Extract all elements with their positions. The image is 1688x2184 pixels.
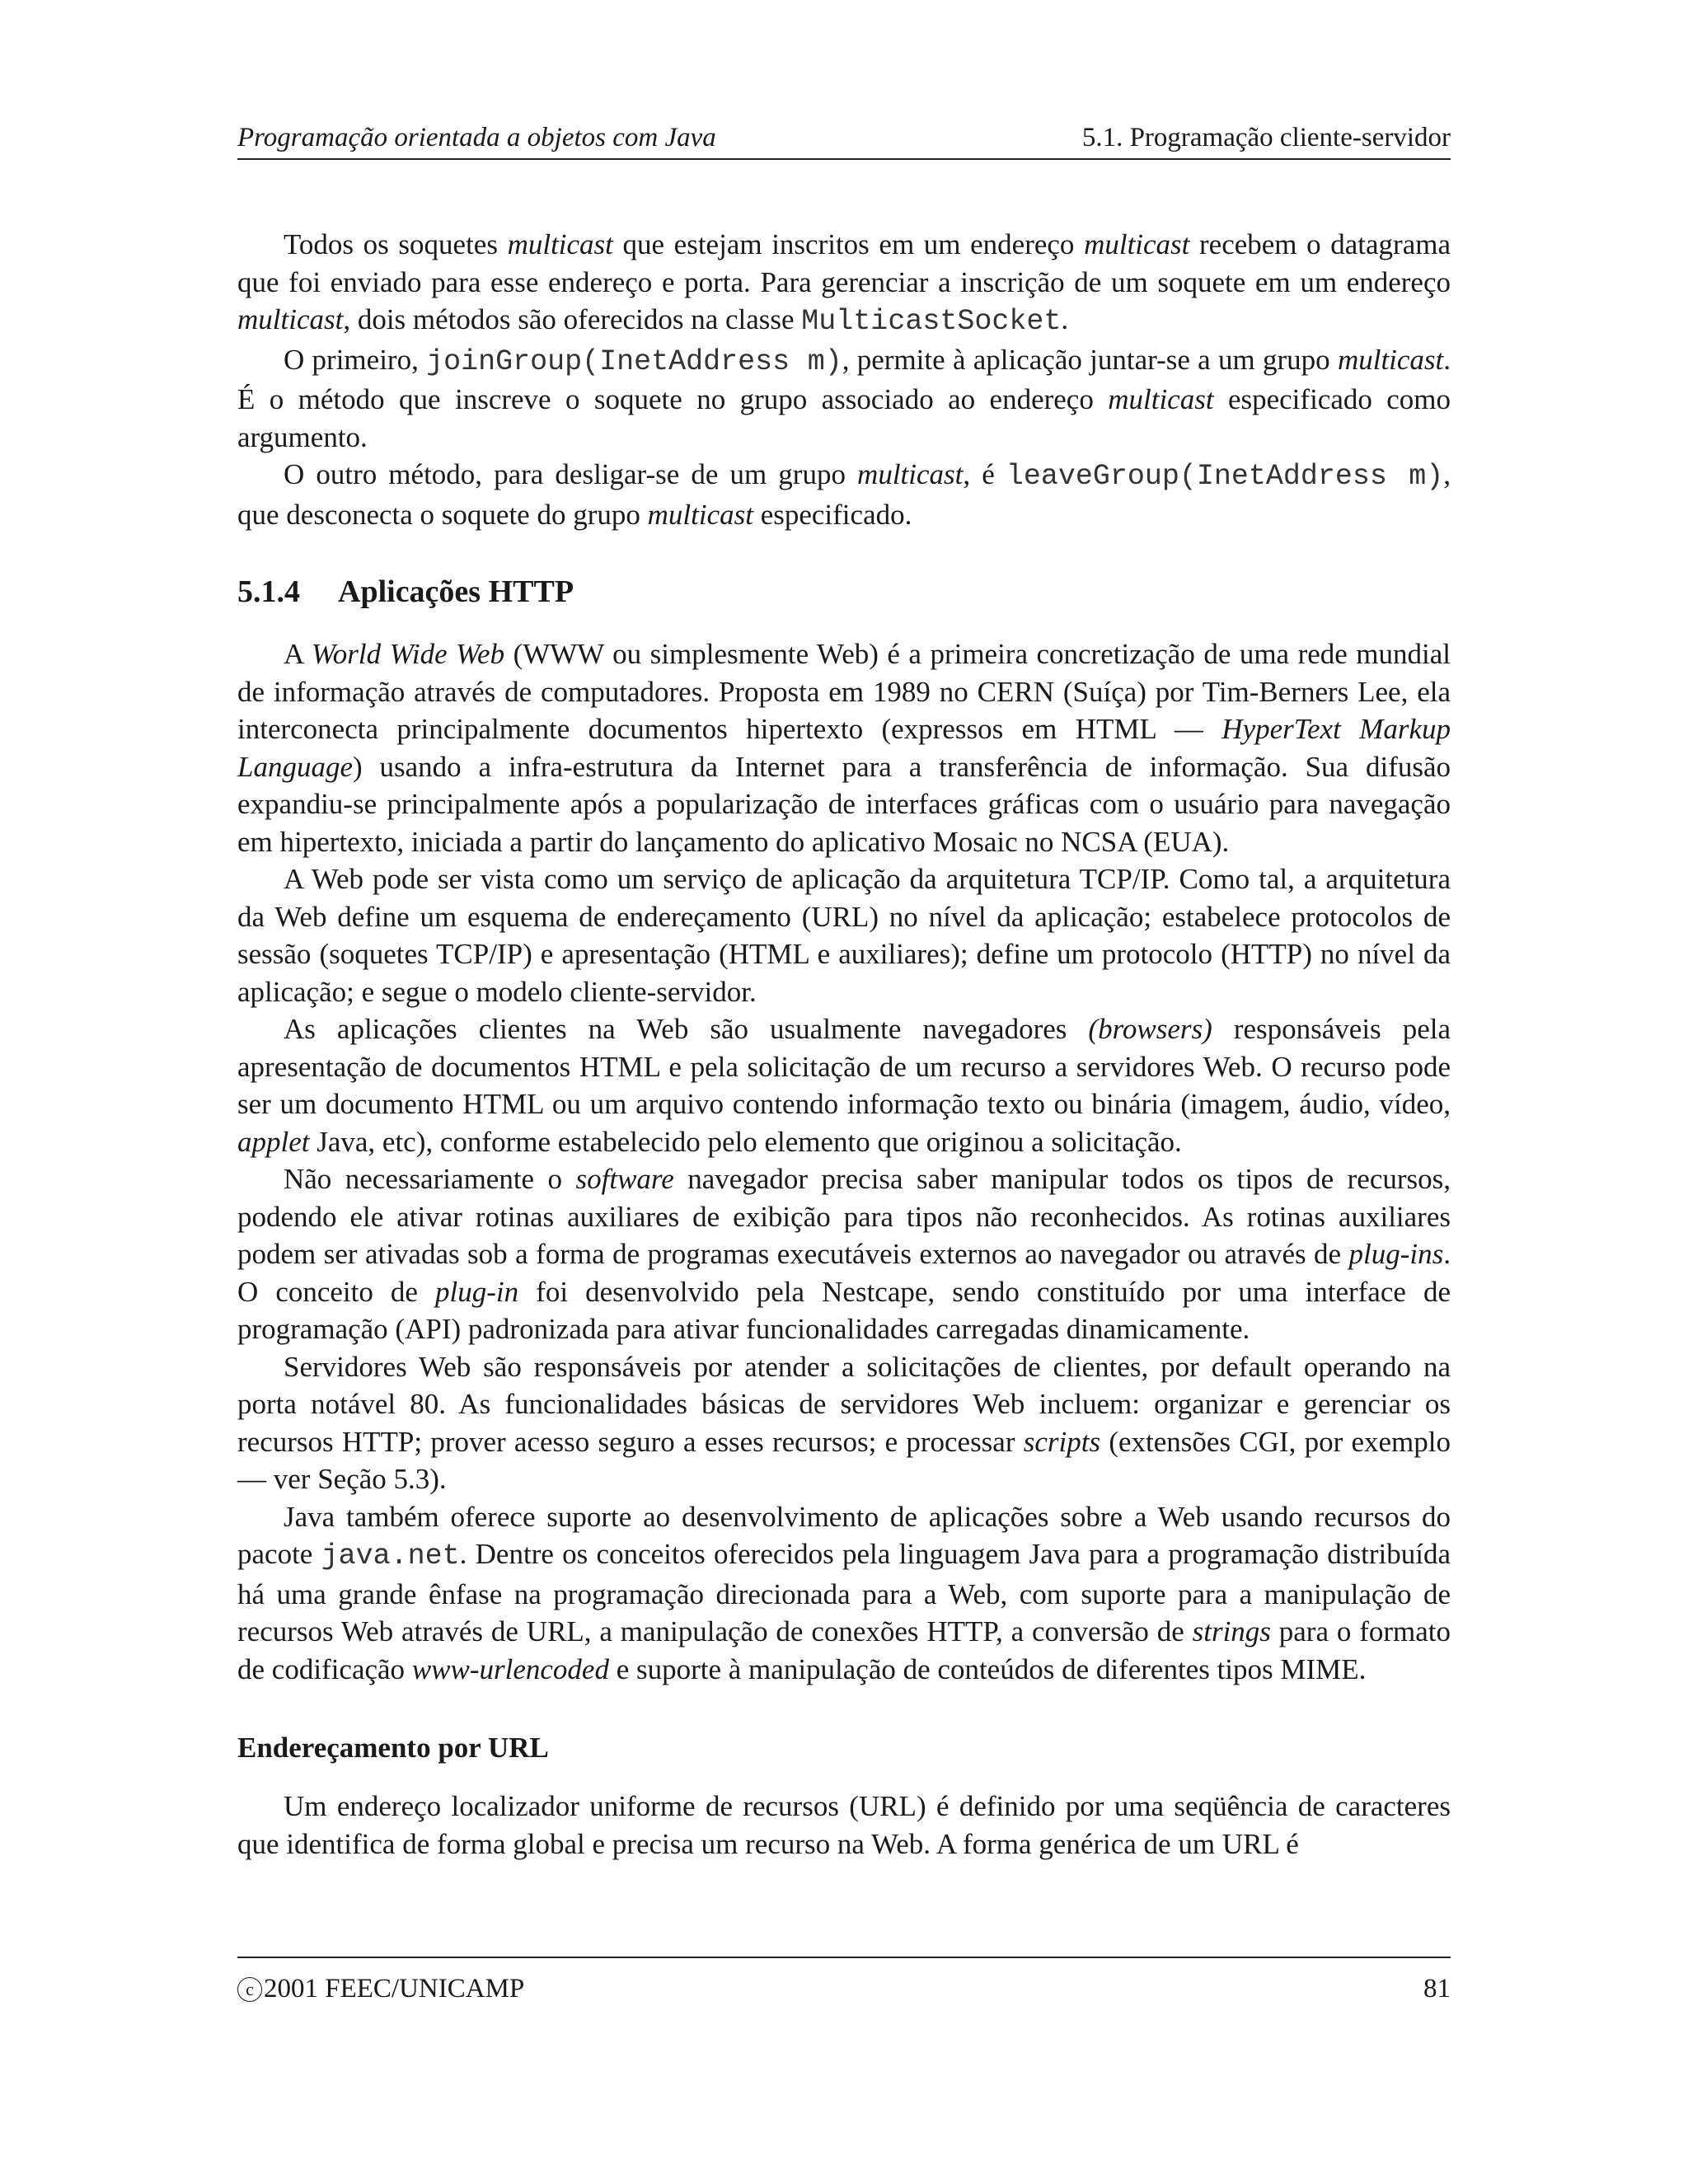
header-section-title: 5.1. Programação cliente-servidor bbox=[1081, 123, 1451, 152]
code-joingroup: joinGroup(InetAddress m) bbox=[426, 344, 842, 378]
running-header bbox=[237, 120, 1451, 155]
section-title: Aplicações HTTP bbox=[338, 574, 574, 609]
header-rule bbox=[237, 158, 1451, 160]
paragraph-leavegroup: O outro método, para desligar-se de um grupo multicast, é leaveGroup(InetAddress m), que desconecta o soquete do grupo multicast especificado. bbox=[237, 458, 1451, 531]
paragraph-multicast-subscription: Todos os soquetes multicast que estejam inscritos em um endereço multicast recebem o datagrama que foi enviado para esse endereço e porta. Para gerenciar a inscrição de um soquete em um endereço multicast, dois métodos são oferecidos na classe MulticastSocket. bbox=[237, 228, 1451, 338]
paragraph-plugins: Não necessariamente o software navegador precisa saber manipular todos os tipos de recursos, podendo ele ativar rotinas auxiliares de exibição para tipos não reconhecidos. As rotinas auxiliares podem ser ativadas sob a forma de programas executáveis externos ao navegador ou através de plug-ins. O conceito de plug-in foi desenvolvido pela Nestcape, sendo constituído por uma interface de programação (API) padronizada para ativar funcionalidades carregadas dinamicamente. bbox=[237, 1163, 1451, 1345]
section-heading-http bbox=[237, 573, 1451, 611]
subsection-heading-url: Endereçamento por URL bbox=[237, 1732, 549, 1764]
paragraph-web-architecture: A Web pode ser vista como um serviço de aplicação da arquitetura TCP/IP. Como tal, a arquitetura da Web define um esquema de endereçamento (URL) no nível da aplicação; estabelece protocolos de sessão (soquetes TCP/IP) e apresentação (HTML e auxiliares); define um protocolo (HTTP) no nível da aplicação; e segue o modelo cliente-servidor. bbox=[237, 863, 1451, 1008]
section-number: 5.1.4 bbox=[237, 574, 300, 609]
paragraph-joingroup: O primeiro, joinGroup(InetAddress m), permite à aplicação juntar-se a um grupo multicast. É o método que inscreve o soquete no grupo associado ao endereço multicast especificado como argumento. bbox=[237, 343, 1451, 453]
footer-copyright-text: 2001 FEEC/UNICAMP bbox=[264, 1974, 525, 2004]
footer-rule bbox=[237, 1957, 1451, 1958]
body-text bbox=[237, 226, 1451, 1863]
code-leavegroup: leaveGroup(InetAddress m) bbox=[1006, 460, 1444, 493]
header-book-title: Programação orientada a objetos com Java bbox=[237, 123, 716, 152]
copyright-icon: c bbox=[237, 1977, 262, 2002]
paragraph-url-definition: Um endereço localizador uniforme de recursos (URL) é definido por uma seqüência de caracteres que identifica de forma global e precisa um recurso na Web. A forma genérica de um URL é bbox=[237, 1790, 1451, 1860]
paragraph-web-servers: Servidores Web são responsáveis por atender a solicitações de clientes, por default operando na porta notável 80. As funcionalidades básicas de servidores Web incluem: organizar e gerenciar os recursos HTTP; prover acesso seguro a esses recursos; e processar scripts (extensões CGI, por exemplo — ver Seção 5.3). bbox=[237, 1350, 1451, 1495]
paragraph-www-intro: A World Wide Web (WWW ou simplesmente Web) é a primeira concretização de uma rede mundial de informação através de computadores. Proposta em 1989 no CERN (Suíça) por Tim-Berners Lee, ela interconecta principalmente documentos hipertexto (expressos em HTML — HyperText Markup Language) usando a infra-estrutura da Internet para a transferência de informação. Sua difusão expandiu-se principalmente após a popularização de interfaces gráficas com o usuário para navegação em hipertexto, iniciada a partir do lançamento do aplicativo Mosaic no NCSA (EUA). bbox=[237, 638, 1451, 858]
page-number: 81 bbox=[1423, 1974, 1451, 2004]
page bbox=[237, 0, 1451, 2184]
paragraph-java-net: Java também oferece suporte ao desenvolvimento de aplicações sobre a Web usando recursos do pacote java.net. Dentre os conceitos oferecidos pela linguagem Java para a programação distribuída há uma grande ênfase na programação direcionada para a Web, com suporte para a manipulação de recursos Web através de URL, a manipulação de conexões HTTP, a conversão de strings para o formato de codificação www-urlencoded e suporte à manipulação de conteúdos de diferentes tipos MIME. bbox=[237, 1500, 1451, 1685]
footer-copyright bbox=[237, 1971, 524, 2006]
code-multicastsocket: MulticastSocket bbox=[801, 305, 1062, 338]
paragraph-browsers: As aplicações clientes na Web são usualmente navegadores (browsers) responsáveis pela apresentação de documentos HTML e pela solicitação de um recurso a servidores Web. O recurso pode ser um documento HTML ou um arquivo contendo informação texto ou binária (imagem, áudio, vídeo, applet Java, etc), conforme estabelecido pelo elemento que originou a solicitação. bbox=[237, 1013, 1451, 1158]
code-java-net: java.net bbox=[321, 1540, 460, 1572]
